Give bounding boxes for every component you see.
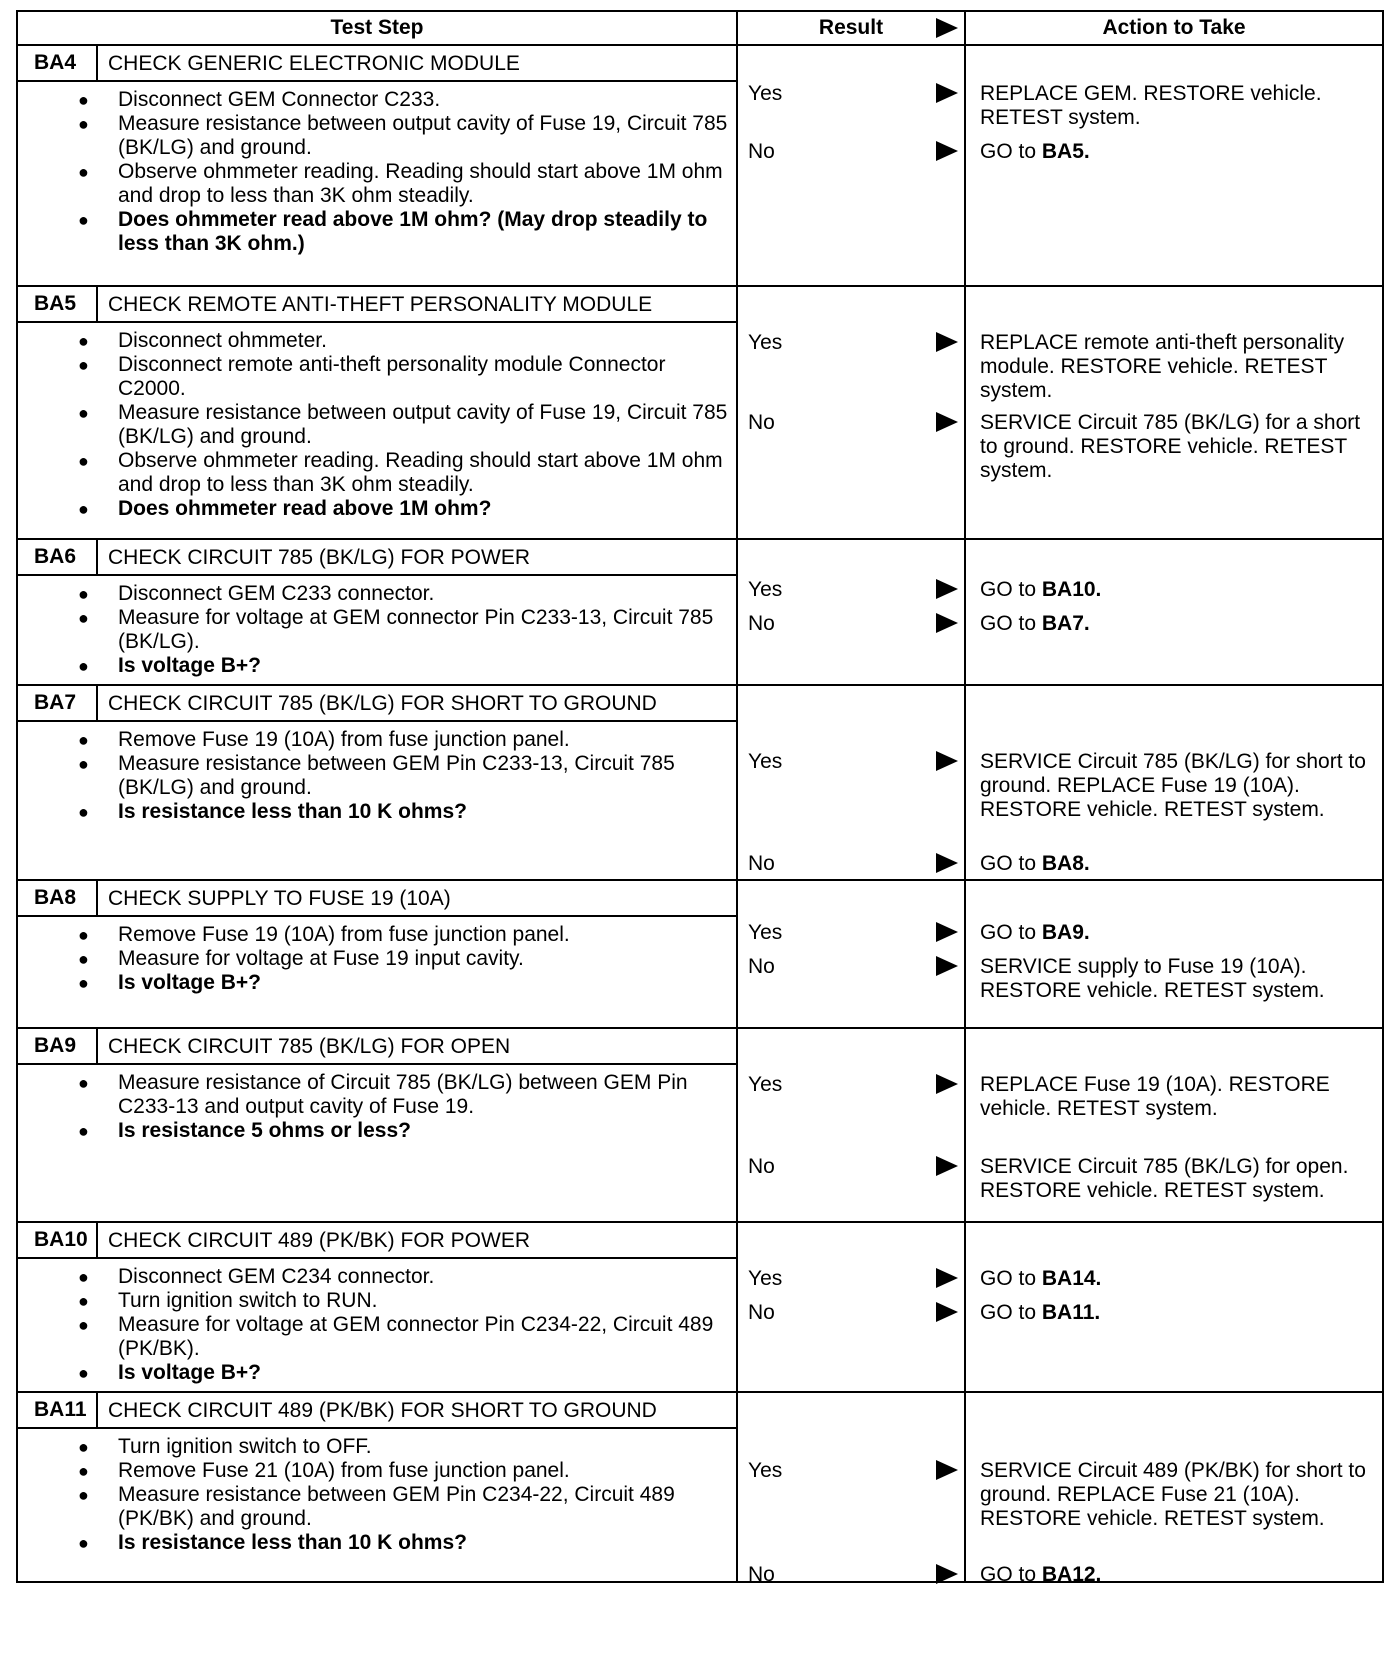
table-row bbox=[17, 1222, 1383, 1392]
action-text bbox=[980, 1301, 1378, 1325]
action-text bbox=[980, 1459, 1378, 1531]
action-label: SERVICE Circuit 785 (BK/LG) for short to ground. REPLACE Fuse 19 (10A). RESTORE vehicle. RETEST system. bbox=[980, 750, 1366, 821]
arrow-right-icon bbox=[936, 83, 958, 103]
step-id: BA8 bbox=[18, 881, 98, 915]
step-title-bar bbox=[18, 1223, 736, 1259]
table-row bbox=[17, 880, 1383, 1028]
header-result bbox=[737, 11, 965, 45]
action-text bbox=[980, 1073, 1378, 1121]
step-title: CHECK REMOTE ANTI-THEFT PERSONALITY MODULE bbox=[108, 293, 653, 316]
step-instruction: ● Remove Fuse 19 (10A) from fuse junction panel. bbox=[118, 923, 728, 947]
table-row bbox=[17, 1028, 1383, 1222]
step-instruction: ● Measure resistance between GEM Pin C233-13, Circuit 785 (BK/LG) and ground. bbox=[118, 752, 728, 800]
result-no bbox=[748, 852, 958, 876]
action-label: GO to bbox=[980, 1301, 1042, 1324]
step-list bbox=[18, 323, 736, 527]
result-label: No bbox=[748, 852, 775, 875]
step-question: ● Does ohmmeter read above 1M ohm? (May drop steadily to less than 3K ohm.) bbox=[118, 208, 728, 256]
result-yes bbox=[748, 331, 958, 355]
goto-step-ref: BA14. bbox=[1041, 1267, 1102, 1290]
result-no bbox=[748, 1155, 958, 1179]
arrow-right-icon bbox=[936, 1268, 958, 1288]
step-instruction: ● Measure for voltage at GEM connector Pin C233-13, Circuit 785 (BK/LG). bbox=[118, 606, 728, 654]
action-label: REPLACE Fuse 19 (10A). RESTORE vehicle. RETEST system. bbox=[980, 1073, 1330, 1120]
arrow-right-icon bbox=[936, 613, 958, 633]
arrow-right-icon bbox=[936, 18, 958, 38]
result-cell bbox=[737, 539, 965, 685]
step-instruction: ● Observe ohmmeter reading. Reading should start above 1M ohm and drop to less than 3K ohm steadily. bbox=[118, 160, 728, 208]
header-row bbox=[17, 11, 1383, 45]
action-text bbox=[980, 331, 1378, 403]
header-test-step: Test Step bbox=[17, 11, 737, 45]
step-instruction: ● Disconnect GEM C233 connector. bbox=[118, 582, 728, 606]
arrow-right-icon bbox=[936, 956, 958, 976]
result-label: No bbox=[748, 955, 775, 978]
test-step-cell bbox=[17, 685, 737, 880]
step-list bbox=[18, 1429, 736, 1561]
result-label: No bbox=[748, 1563, 775, 1586]
action-cell bbox=[965, 1222, 1383, 1392]
step-instruction: ● Remove Fuse 21 (10A) from fuse junction panel. bbox=[118, 1459, 728, 1483]
result-cell bbox=[737, 286, 965, 539]
arrow-right-icon bbox=[936, 922, 958, 942]
table-row bbox=[17, 1392, 1383, 1582]
result-yes bbox=[748, 921, 958, 945]
arrow-right-icon bbox=[936, 332, 958, 352]
action-label: SERVICE Circuit 489 (PK/BK) for short to ground. REPLACE Fuse 21 (10A). RESTORE vehicle. RETEST system. bbox=[980, 1459, 1366, 1530]
arrow-right-icon bbox=[936, 579, 958, 599]
step-instruction: ● Measure for voltage at Fuse 19 input cavity. bbox=[118, 947, 728, 971]
action-cell bbox=[965, 1028, 1383, 1222]
result-yes bbox=[748, 750, 958, 774]
step-instruction: ● Measure for voltage at GEM connector Pin C234-22, Circuit 489 (PK/BK). bbox=[118, 1313, 728, 1361]
action-text bbox=[980, 852, 1378, 876]
step-title-bar bbox=[18, 540, 736, 576]
result-label: No bbox=[748, 1301, 775, 1324]
result-label: Yes bbox=[748, 82, 783, 105]
table-body bbox=[17, 45, 1383, 1586]
result-cell bbox=[737, 685, 965, 880]
step-list bbox=[18, 917, 736, 1001]
test-step-cell bbox=[17, 1222, 737, 1392]
arrow-right-icon bbox=[936, 1564, 958, 1584]
action-label: GO to bbox=[980, 852, 1042, 875]
result-no bbox=[748, 955, 958, 979]
goto-step-ref: BA12. bbox=[1041, 1563, 1102, 1586]
step-list bbox=[18, 576, 736, 684]
action-label: SERVICE Circuit 785 (BK/LG) for open. RESTORE vehicle. RETEST system. bbox=[980, 1155, 1349, 1202]
action-text bbox=[980, 921, 1378, 945]
step-id: BA4 bbox=[18, 46, 98, 80]
goto-step-ref: BA9. bbox=[1041, 921, 1090, 944]
step-instruction: ● Observe ohmmeter reading. Reading should start above 1M ohm and drop to less than 3K ohm steadily. bbox=[118, 449, 728, 497]
result-label: Yes bbox=[748, 331, 783, 354]
step-instruction: ● Measure resistance of Circuit 785 (BK/LG) between GEM Pin C233-13 and output cavity of Fuse 19. bbox=[118, 1071, 728, 1119]
test-step-cell bbox=[17, 45, 737, 286]
step-question: ● Is resistance less than 10 K ohms? bbox=[118, 800, 728, 824]
result-cell bbox=[737, 1392, 965, 1586]
step-title-bar bbox=[18, 1029, 736, 1065]
test-step-cell bbox=[17, 1028, 737, 1222]
result-no bbox=[748, 1301, 958, 1325]
step-title: CHECK CIRCUIT 489 (PK/BK) FOR POWER bbox=[108, 1229, 531, 1252]
step-title: CHECK CIRCUIT 785 (BK/LG) FOR OPEN bbox=[108, 1035, 511, 1058]
result-label: Yes bbox=[748, 1267, 783, 1290]
step-title-bar bbox=[18, 46, 736, 82]
result-label: Yes bbox=[748, 921, 783, 944]
goto-step-ref: BA5. bbox=[1041, 140, 1090, 163]
result-no bbox=[748, 612, 958, 636]
step-title: CHECK CIRCUIT 489 (PK/BK) FOR SHORT TO GROUND bbox=[108, 1399, 657, 1422]
goto-step-ref: BA7. bbox=[1041, 612, 1090, 635]
result-label: Yes bbox=[748, 578, 783, 601]
step-title-bar bbox=[18, 287, 736, 323]
diagnostic-table bbox=[16, 10, 1384, 1586]
result-no bbox=[748, 140, 958, 164]
step-title-bar bbox=[18, 1393, 736, 1429]
action-text bbox=[980, 1563, 1378, 1587]
test-step-cell bbox=[17, 880, 737, 1028]
result-no bbox=[748, 411, 958, 435]
step-id: BA7 bbox=[18, 686, 98, 720]
arrow-right-icon bbox=[936, 1302, 958, 1322]
test-step-cell bbox=[17, 286, 737, 539]
result-label: Yes bbox=[748, 1073, 783, 1096]
action-text bbox=[980, 750, 1378, 822]
table-row bbox=[17, 685, 1383, 880]
goto-step-ref: BA10. bbox=[1041, 578, 1102, 601]
result-label: No bbox=[748, 411, 775, 434]
result-cell bbox=[737, 1222, 965, 1392]
action-label: GO to bbox=[980, 578, 1042, 601]
step-list bbox=[18, 1259, 736, 1391]
step-id: BA10 bbox=[18, 1223, 98, 1257]
action-label: GO to bbox=[980, 921, 1042, 944]
test-step-cell bbox=[17, 539, 737, 685]
action-label: SERVICE Circuit 785 (BK/LG) for a short to ground. RESTORE vehicle. RETEST system. bbox=[980, 411, 1361, 482]
arrow-right-icon bbox=[936, 853, 958, 873]
step-list bbox=[18, 722, 736, 830]
action-label: GO to bbox=[980, 1563, 1042, 1586]
arrow-right-icon bbox=[936, 412, 958, 432]
header-action: Action to Take bbox=[965, 11, 1383, 45]
step-title: CHECK CIRCUIT 785 (BK/LG) FOR POWER bbox=[108, 546, 531, 569]
table-row bbox=[17, 539, 1383, 685]
step-instruction: ● Measure resistance between output cavity of Fuse 19, Circuit 785 (BK/LG) and ground. bbox=[118, 112, 728, 160]
step-instruction: ● Disconnect remote anti-theft personality module Connector C2000. bbox=[118, 353, 728, 401]
step-instruction: ● Disconnect ohmmeter. bbox=[118, 329, 728, 353]
action-text bbox=[980, 612, 1378, 636]
step-question: ● Does ohmmeter read above 1M ohm? bbox=[118, 497, 728, 521]
step-list bbox=[18, 1065, 736, 1149]
step-id: BA11 bbox=[18, 1393, 98, 1427]
step-title: CHECK SUPPLY TO FUSE 19 (10A) bbox=[108, 887, 451, 910]
step-instruction: ● Measure resistance between output cavity of Fuse 19, Circuit 785 (BK/LG) and ground. bbox=[118, 401, 728, 449]
action-cell bbox=[965, 685, 1383, 880]
arrow-right-icon bbox=[936, 1156, 958, 1176]
step-instruction: ● Disconnect GEM C234 connector. bbox=[118, 1265, 728, 1289]
result-cell bbox=[737, 880, 965, 1028]
action-text bbox=[980, 411, 1378, 483]
result-label: Yes bbox=[748, 750, 783, 773]
result-yes bbox=[748, 1267, 958, 1291]
step-instruction: ● Turn ignition switch to RUN. bbox=[118, 1289, 728, 1313]
result-no bbox=[748, 1563, 958, 1587]
step-title: CHECK GENERIC ELECTRONIC MODULE bbox=[108, 52, 520, 75]
action-cell bbox=[965, 880, 1383, 1028]
action-cell bbox=[965, 539, 1383, 685]
step-title-bar bbox=[18, 881, 736, 917]
action-cell bbox=[965, 1392, 1383, 1586]
arrow-right-icon bbox=[936, 751, 958, 771]
action-label: REPLACE GEM. RESTORE vehicle. RETEST system. bbox=[980, 82, 1322, 129]
arrow-right-icon bbox=[936, 141, 958, 161]
action-label: GO to bbox=[980, 612, 1042, 635]
result-label: No bbox=[748, 612, 775, 635]
action-cell bbox=[965, 286, 1383, 539]
result-yes bbox=[748, 1073, 958, 1097]
step-question: ● Is voltage B+? bbox=[118, 654, 728, 678]
test-step-cell bbox=[17, 1392, 737, 1582]
step-title: CHECK CIRCUIT 785 (BK/LG) FOR SHORT TO GROUND bbox=[108, 692, 657, 715]
action-label: SERVICE supply to Fuse 19 (10A). RESTORE vehicle. RETEST system. bbox=[980, 955, 1325, 1002]
action-label: GO to bbox=[980, 1267, 1042, 1290]
action-cell bbox=[965, 45, 1383, 286]
step-question: ● Is voltage B+? bbox=[118, 1361, 728, 1385]
action-text bbox=[980, 140, 1378, 164]
action-label: GO to bbox=[980, 140, 1042, 163]
action-text bbox=[980, 1155, 1378, 1203]
step-list bbox=[18, 82, 736, 262]
goto-step-ref: BA8. bbox=[1041, 852, 1090, 875]
table-row bbox=[17, 45, 1383, 286]
result-yes bbox=[748, 1459, 958, 1483]
action-text bbox=[980, 578, 1378, 602]
step-title-bar bbox=[18, 686, 736, 722]
header-result-label: Result bbox=[818, 16, 884, 39]
result-cell bbox=[737, 45, 965, 286]
action-text bbox=[980, 955, 1378, 1003]
result-label: No bbox=[748, 1155, 775, 1178]
result-yes bbox=[748, 82, 958, 106]
result-cell bbox=[737, 1028, 965, 1222]
step-id: BA6 bbox=[18, 540, 98, 574]
table-row bbox=[17, 286, 1383, 539]
action-label: REPLACE remote anti-theft personality module. RESTORE vehicle. RETEST system. bbox=[980, 331, 1345, 402]
result-label: No bbox=[748, 140, 775, 163]
step-instruction: ● Disconnect GEM Connector C233. bbox=[118, 88, 728, 112]
result-label: Yes bbox=[748, 1459, 783, 1482]
step-instruction: ● Turn ignition switch to OFF. bbox=[118, 1435, 728, 1459]
arrow-right-icon bbox=[936, 1074, 958, 1094]
step-question: ● Is voltage B+? bbox=[118, 971, 728, 995]
action-text bbox=[980, 82, 1378, 130]
result-yes bbox=[748, 578, 958, 602]
step-question: ● Is resistance 5 ohms or less? bbox=[118, 1119, 728, 1143]
step-id: BA9 bbox=[18, 1029, 98, 1063]
arrow-right-icon bbox=[936, 1460, 958, 1480]
step-instruction: ● Remove Fuse 19 (10A) from fuse junction panel. bbox=[118, 728, 728, 752]
step-id: BA5 bbox=[18, 287, 98, 321]
goto-step-ref: BA11. bbox=[1041, 1301, 1101, 1324]
step-instruction: ● Measure resistance between GEM Pin C234-22, Circuit 489 (PK/BK) and ground. bbox=[118, 1483, 728, 1531]
step-question: ● Is resistance less than 10 K ohms? bbox=[118, 1531, 728, 1555]
action-text bbox=[980, 1267, 1378, 1291]
